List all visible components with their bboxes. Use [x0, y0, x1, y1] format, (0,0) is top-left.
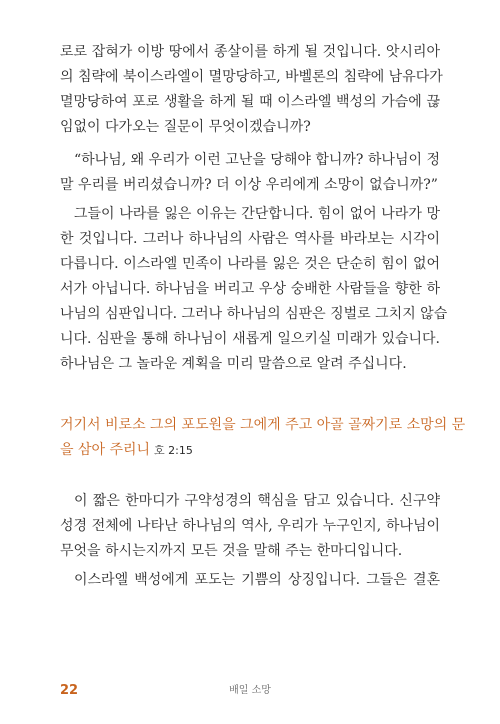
- paragraph-3: [60, 202, 448, 377]
- text-line: 다릅니다. 이스라엘 민족이 나라를 잃은 것은 단순히 힘이 없어: [60, 256, 440, 272]
- text-line: 니다. 심판을 통해 하나님이 새롭게 일으키실 미래가 있습니다.: [60, 331, 440, 347]
- text-line: 멸망당하여 포로 생활을 하게 될 때 이스라엘 백성의 가슴에 끊: [60, 94, 440, 110]
- page-number: 22: [60, 683, 79, 698]
- paragraph-2-quote: [60, 148, 440, 198]
- text-line: 이 짧은 한마디가 구약성경의 핵심을 담고 있습니다. 신구약: [74, 493, 440, 509]
- verse-line: 거기서 비로소 그의 포도원을 그에게 주고 아골 골짜기로 소망의 문: [60, 417, 466, 433]
- text-line: 이스라엘 백성에게 포도는 기쁨의 상징입니다. 그들은 결혼: [74, 572, 440, 588]
- text-line: 한 것입니다. 그러나 하나님의 사람은 역사를 바라보는 시각이: [60, 231, 440, 247]
- paragraph-5: [60, 568, 440, 593]
- text-line: 그들이 나라를 잃은 이유는 간단합니다. 힘이 없어 나라가 망: [74, 206, 440, 222]
- text-line: “하나님, 왜 우리가 이런 고난을 당해야 합니까? 하나님이 정: [74, 152, 440, 168]
- verse-reference: 호 2:15: [154, 444, 193, 457]
- paragraph-1: [60, 40, 443, 140]
- text-line: 나님의 심판입니다. 그러나 하나님의 심판은 징벌로 그치지 않습: [60, 306, 448, 322]
- verse-text: 을 삼아 주리니: [60, 442, 151, 458]
- text-line: 성경 전체에 나타난 하나님의 역사, 우리가 누구인지, 하나님이: [60, 518, 440, 534]
- verse-line: [60, 438, 440, 463]
- text-line: 하나님은 그 놀라운 계획을 미리 말씀으로 알려 주십니다.: [60, 356, 407, 372]
- text-line: 로로 잡혀가 이방 땅에서 종살이를 하게 될 것입니다. 앗시리아: [60, 44, 440, 60]
- text-line: 말 우리를 버리셨습니까? 더 이상 우리에게 소망이 없습니까?”: [60, 177, 438, 193]
- scripture-verse: [60, 413, 466, 463]
- text-line: 무엇을 하시는지까지 모든 것을 말해 주는 한마디입니다.: [60, 543, 403, 559]
- text-line: 의 침략에 북이스라엘이 멸망당하고, 바벨론의 침략에 남유다가: [60, 69, 443, 85]
- text-line: 서가 아닙니다. 하나님을 버리고 우상 숭배한 사람들을 향한 하: [60, 281, 440, 297]
- text-line: 임없이 다가오는 질문이 무엇이겠습니까?: [60, 119, 311, 135]
- paragraph-4: [60, 489, 440, 564]
- running-title: 배일 소망: [229, 685, 271, 696]
